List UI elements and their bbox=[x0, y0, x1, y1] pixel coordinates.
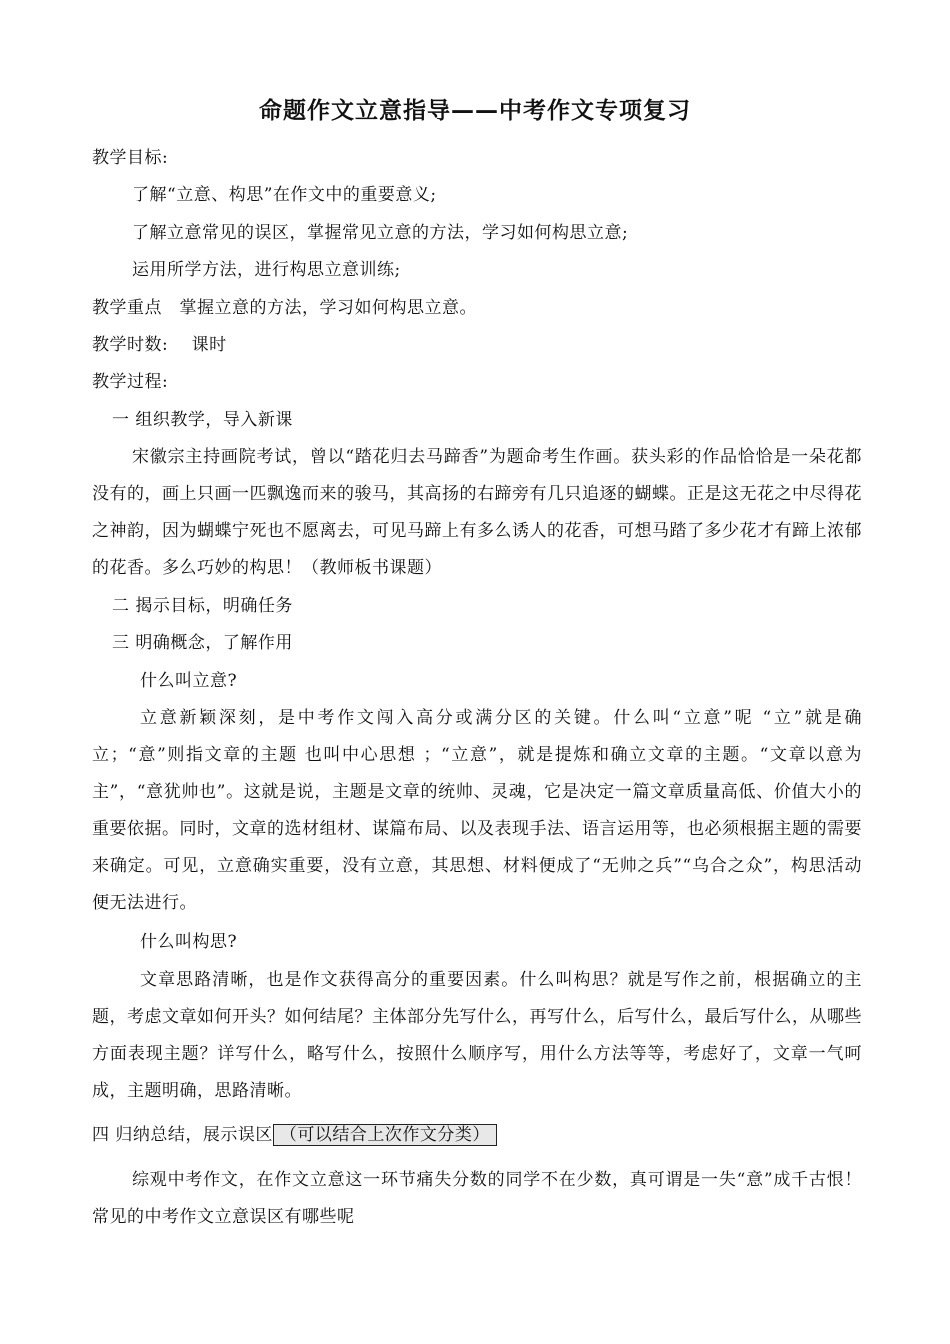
process-heading: 教学过程: bbox=[92, 372, 169, 392]
objective-item: 了解立意常见的误区，掌握常见立意的方法，学习如何构思立意; bbox=[132, 223, 629, 243]
section-1-paragraph: 宋徽宗主持画院考试，曾以“踏花归去马蹄香”为题命考生作画。获头彩的作品恰恰是一朵花都没有的，画上只画一匹飘逸而来的骏马，其高扬的右蹄旁有几只追逐的蝴蝶。正是这无花之中尽得花之神韵，因为蝴蝶宁死也不愿离去，可见马蹄上有多么诱人的花香，可想马踏了多少花才有蹄上浓郁的花香。多么巧妙的构思！（教师板书课题） bbox=[92, 447, 862, 578]
question-what-is-concept: 什么叫立意? bbox=[140, 671, 238, 691]
section-4-heading-line bbox=[92, 1117, 497, 1154]
objective-item: 运用所学方法，进行构思立意训练; bbox=[132, 260, 401, 280]
objective-item: 了解“立意、构思”在作文中的重要意义; bbox=[132, 185, 437, 205]
structure-paragraph: 文章思路清晰，也是作文获得高分的重要因素。什么叫构思？就是写作之前，根据确立的主题，考虑文章如何开头？如何结尾？主体部分先写什么，再写什么，后写什么，最后写什么，从哪些方面表现主题？详写什么，略写什么，按照什么顺序写，用什么方法等等，考虑好了，文章一气呵成，主题明确，思路清晰。 bbox=[92, 970, 862, 1101]
teaching-hours: 教学时数: 课时 bbox=[92, 335, 227, 355]
document-title: 命题作文立意指导——中考作文专项复习 bbox=[259, 98, 691, 124]
section-2-heading: 二 揭示目标，明确任务 bbox=[112, 596, 293, 616]
objectives-heading: 教学目标: bbox=[92, 148, 169, 168]
concept-paragraph: 立意新颖深刻，是中考作文闯入高分或满分区的关键。什么叫“立意”呢 “立”就是确立；“意”则指文章的主题 也叫中心思想 ；“立意”，就是提炼和确立文章的主题。“文章以意为主”，“意犹帅也”。这就是说，主题是文章的统帅、灵魂，它是决定一篇文章质量高低、价值大小的重要依据。同时，文章的选材组材、谋篇布局、以及表现手法、语言运用等，也必须根据主题的需要来确定。可见，立意确实重要，没有立意，其思想、材料便成了“无帅之兵”“乌合之众”，构思活动便无法进行。 bbox=[92, 708, 862, 913]
key-point: 教学重点 掌握立意的方法，学习如何构思立意。 bbox=[92, 298, 477, 318]
highlighted-note: （可以结合上次作文分类） bbox=[273, 1124, 497, 1146]
section-1-heading: 一 组织教学，导入新课 bbox=[112, 410, 293, 430]
question-what-is-structure: 什么叫构思? bbox=[140, 932, 238, 952]
section-3-heading: 三 明确概念，了解作用 bbox=[112, 633, 293, 653]
section-4-heading: 四 归纳总结，展示误区 bbox=[92, 1125, 273, 1145]
section-4-paragraph: 综观中考作文，在作文立意这一环节痛失分数的同学不在少数，真可谓是一失“意”成千古恨！常见的中考作文立意误区有哪些呢 bbox=[92, 1170, 862, 1227]
